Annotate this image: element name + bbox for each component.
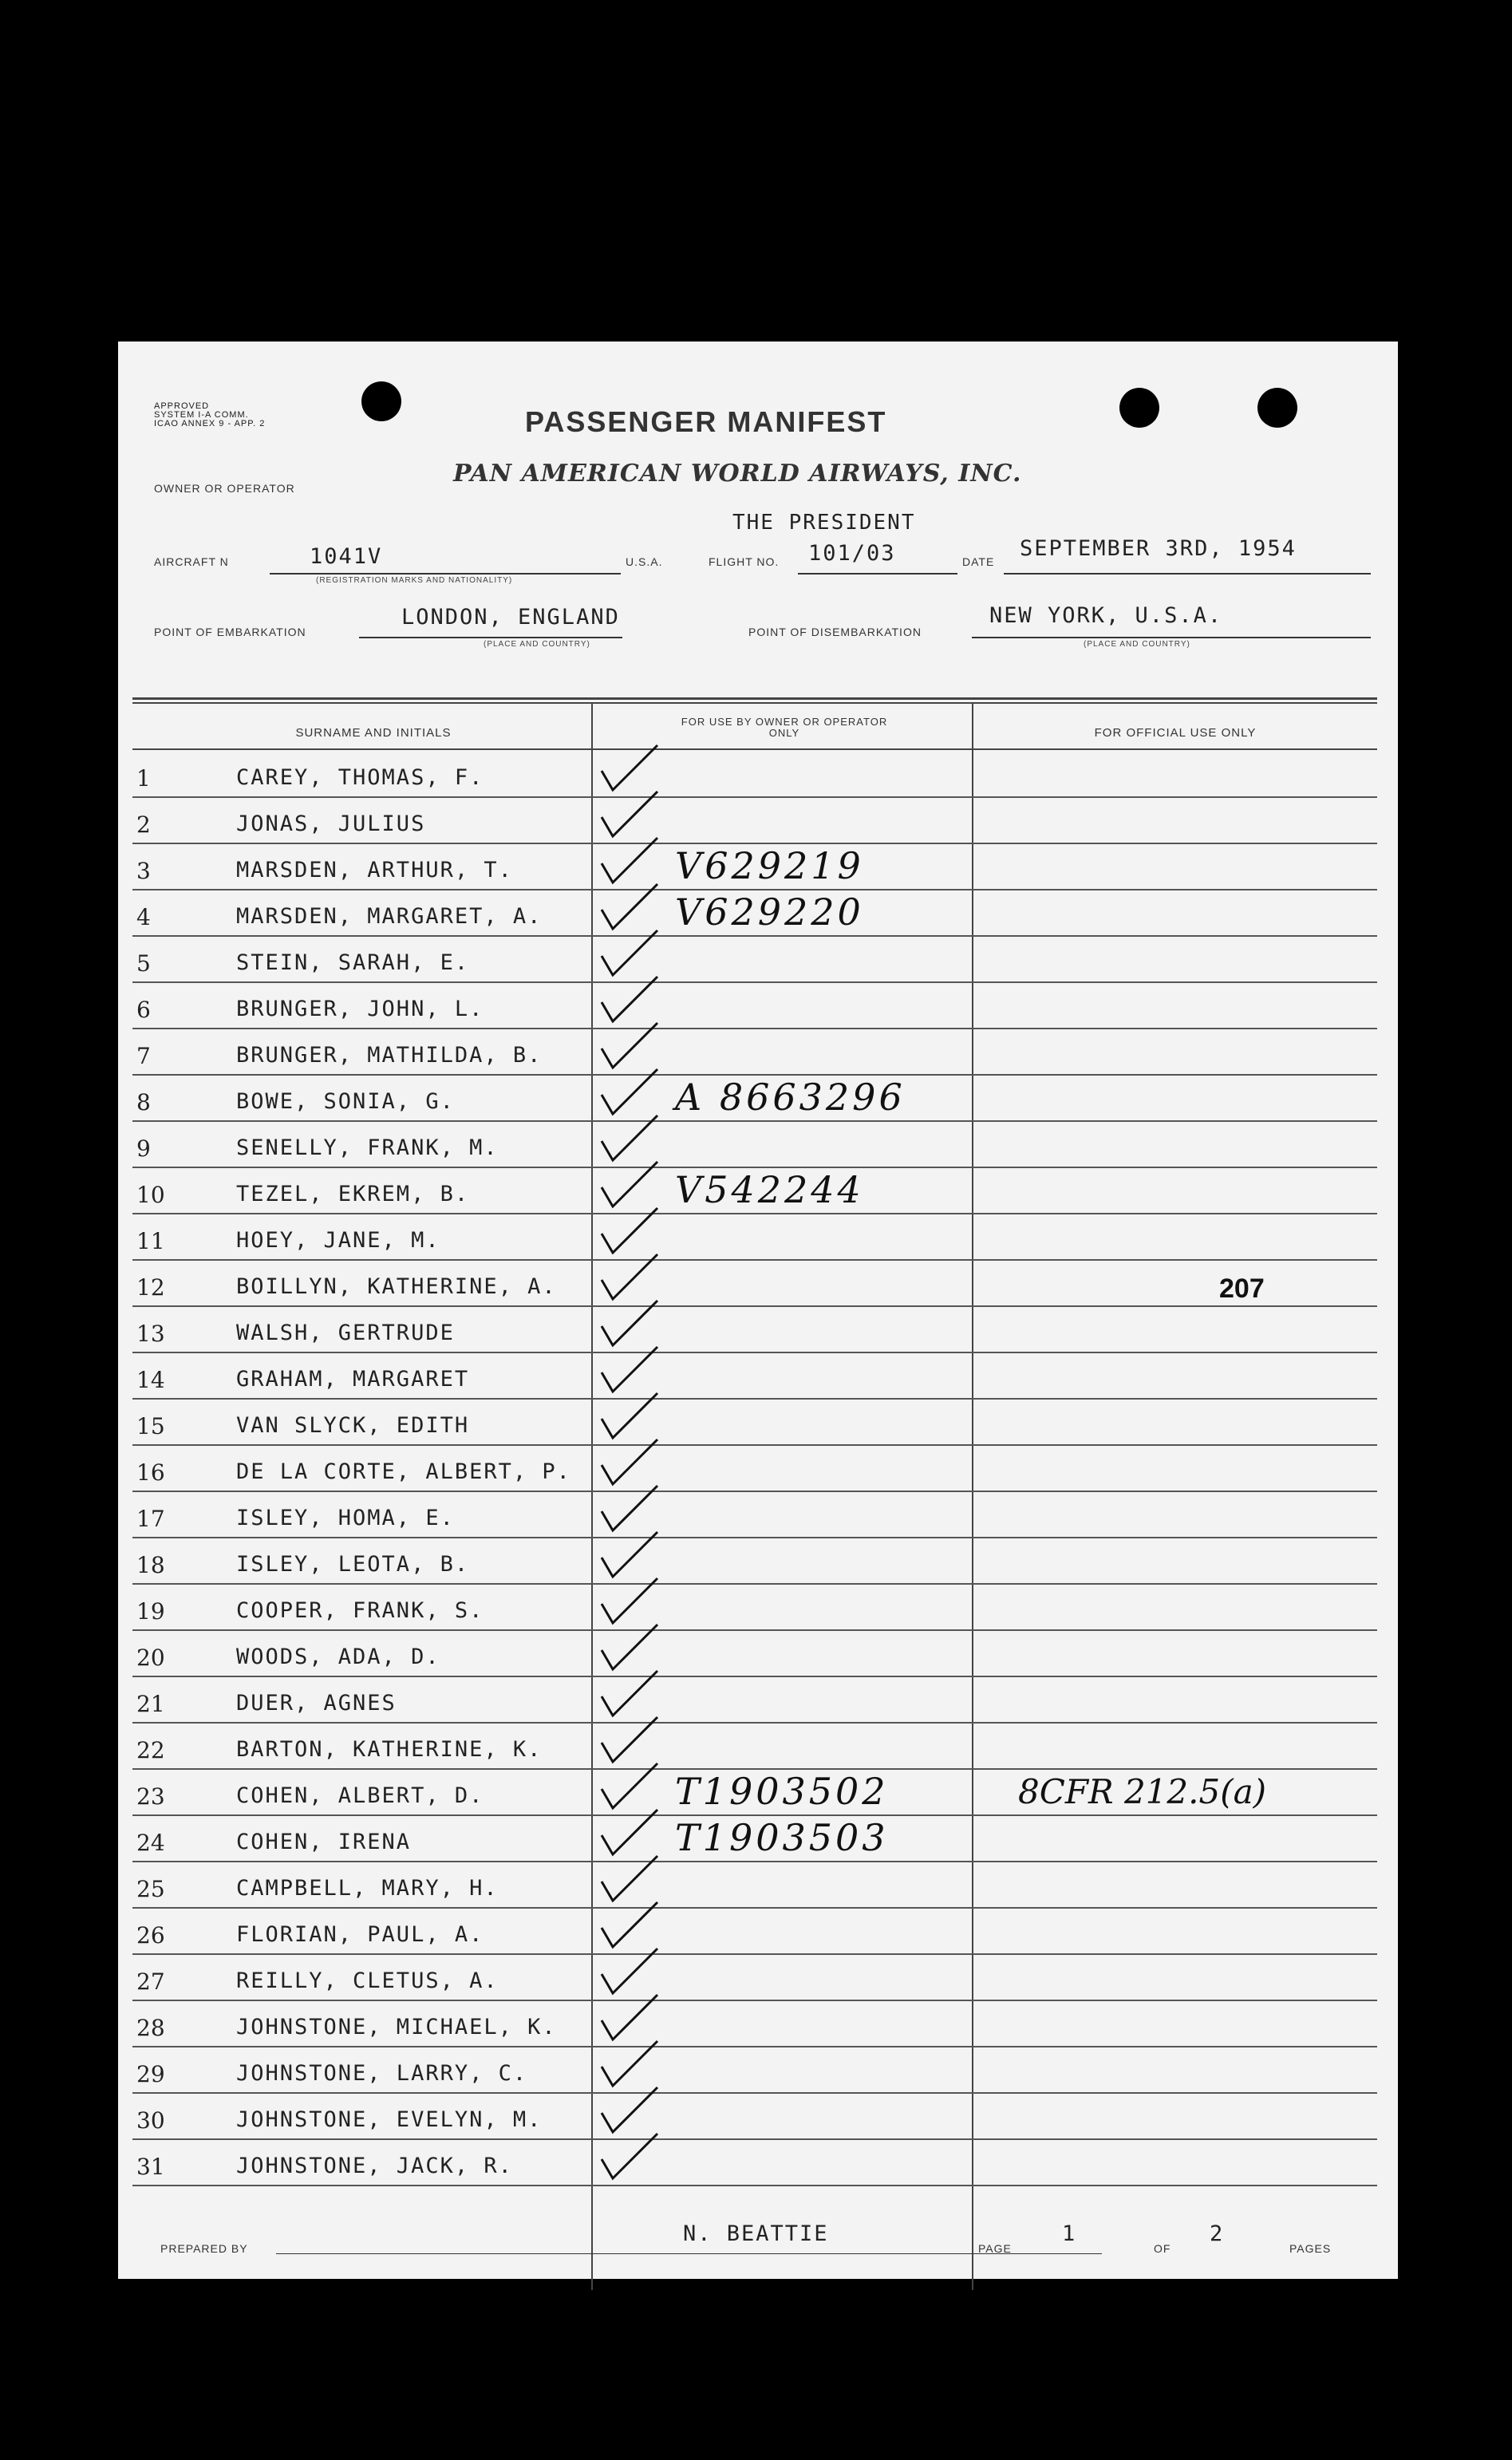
passenger-name: BARTON, KATHERINE, K. xyxy=(236,1737,543,1762)
disembarkation-caption: (PLACE AND COUNTRY) xyxy=(1084,640,1190,649)
list-item xyxy=(132,1953,1377,2001)
passenger-name: HOEY, JANE, M. xyxy=(236,1228,440,1253)
punch-hole xyxy=(1119,388,1159,428)
embarkation-line xyxy=(359,637,622,638)
list-item xyxy=(132,1491,1377,1538)
row-number: 13 xyxy=(136,1321,165,1347)
passenger-name: COHEN, ALBERT, D. xyxy=(236,1783,484,1808)
row-number: 20 xyxy=(136,1645,165,1671)
row-number: 28 xyxy=(136,2015,165,2041)
passenger-name: REILLY, CLETUS, A. xyxy=(236,1968,499,1993)
row-number: 17 xyxy=(136,1506,165,1532)
row-number: 26 xyxy=(136,1922,165,1949)
list-item xyxy=(132,1861,1377,1909)
row-number: 4 xyxy=(136,904,151,930)
row-number: 31 xyxy=(136,2154,165,2180)
list-item xyxy=(132,2046,1377,2094)
passenger-name: CAREY, THOMAS, F. xyxy=(236,765,484,790)
prepared-label: PREPARED BY xyxy=(160,2242,248,2255)
row-number: 29 xyxy=(136,2061,165,2087)
passport-number: V629219 xyxy=(675,844,864,887)
total-pages: 2 xyxy=(1210,2221,1225,2246)
list-item xyxy=(132,1259,1377,1307)
passport-number: V629220 xyxy=(675,890,864,934)
list-item xyxy=(132,796,1377,844)
list-item xyxy=(132,2138,1377,2186)
surname-header: SURNAME AND INITIALS xyxy=(295,726,452,740)
passenger-name: MARSDEN, ARTHUR, T. xyxy=(236,858,513,883)
list-item xyxy=(132,1444,1377,1492)
table-top-rule xyxy=(132,697,1377,700)
passenger-name: COHEN, IRENA xyxy=(236,1830,412,1854)
row-number: 24 xyxy=(136,1830,165,1856)
page-label: PAGE xyxy=(978,2242,1012,2255)
passenger-name: JOHNSTONE, LARRY, C. xyxy=(236,2061,528,2086)
list-item xyxy=(132,1305,1377,1353)
row-number: 30 xyxy=(136,2107,165,2134)
passenger-name: GRAHAM, MARGARET xyxy=(236,1367,470,1392)
passenger-name: VAN SLYCK, EDITH xyxy=(236,1413,470,1438)
operator-header: FOR USE BY OWNER OR OPERATOR ONLY xyxy=(681,716,888,739)
passenger-name: COOPER, FRANK, S. xyxy=(236,1598,484,1623)
pages-label: PAGES xyxy=(1289,2242,1332,2255)
passport-number: V542244 xyxy=(675,1168,864,1211)
row-number: 2 xyxy=(136,811,151,838)
passenger-name: ISLEY, HOMA, E. xyxy=(236,1506,455,1530)
row-number: 16 xyxy=(136,1459,165,1486)
disembarkation-label: POINT OF DISEMBARKATION xyxy=(748,626,922,638)
page-title: PASSENGER MANIFEST xyxy=(525,405,887,438)
page-number: 1 xyxy=(1062,2221,1077,2246)
row-number: 6 xyxy=(136,997,151,1023)
row-number: 8 xyxy=(136,1089,151,1115)
row-number: 7 xyxy=(136,1043,151,1069)
list-item xyxy=(132,1583,1377,1631)
passport-number: A 8663296 xyxy=(675,1076,906,1119)
manifest-sheet xyxy=(118,342,1398,2279)
passenger-name: MARSDEN, MARGARET, A. xyxy=(236,904,543,929)
flight-name: THE PRESIDENT xyxy=(732,511,916,535)
row-number: 9 xyxy=(136,1135,151,1162)
row-number: 1 xyxy=(136,765,151,792)
list-item xyxy=(132,750,1377,798)
list-item xyxy=(132,1352,1377,1400)
aircraft-line xyxy=(270,573,621,575)
embarkation-place: LONDON, ENGLAND xyxy=(401,605,620,630)
row-number: 14 xyxy=(136,1367,165,1393)
passenger-name: JOHNSTONE, EVELYN, M. xyxy=(236,2107,543,2132)
row-number: 3 xyxy=(136,858,151,884)
registration-caption: (REGISTRATION MARKS AND NATIONALITY) xyxy=(316,576,513,585)
list-item xyxy=(132,843,1377,890)
approval-line: ICAO ANNEX 9 - APP. 2 xyxy=(154,419,266,428)
list-item xyxy=(132,1167,1377,1214)
flight-line xyxy=(798,573,957,575)
flight-number: 101/03 xyxy=(808,541,896,566)
list-item xyxy=(132,1120,1377,1168)
flight-label: FLIGHT NO. xyxy=(709,555,780,568)
row-number: 15 xyxy=(136,1413,165,1439)
list-item xyxy=(132,935,1377,983)
passenger-name: WALSH, GERTRUDE xyxy=(236,1321,455,1345)
row-number: 23 xyxy=(136,1783,165,1810)
table-top-rule xyxy=(132,702,1377,704)
passenger-name: TEZEL, EKREM, B. xyxy=(236,1182,470,1206)
punch-hole xyxy=(1257,388,1297,428)
list-item xyxy=(132,981,1377,1029)
list-item xyxy=(132,1074,1377,1122)
passenger-name: STEIN, SARAH, E. xyxy=(236,950,470,975)
of-label: OF xyxy=(1154,2242,1171,2255)
list-item xyxy=(132,1814,1377,1862)
date-label: DATE xyxy=(962,555,995,568)
disembarkation-place: NEW YORK, U.S.A. xyxy=(989,603,1223,628)
official-note: 8CFR 212.5(a) xyxy=(1018,1772,1267,1811)
passenger-name: JOHNSTONE, JACK, R. xyxy=(236,2154,513,2178)
passenger-name: WOODS, ADA, D. xyxy=(236,1645,440,1669)
passport-number: T1903502 xyxy=(675,1770,889,1813)
passenger-name: BRUNGER, MATHILDA, B. xyxy=(236,1043,543,1068)
row-number: 11 xyxy=(136,1228,165,1254)
list-item xyxy=(132,1722,1377,1770)
row-number: 21 xyxy=(136,1691,165,1717)
list-item xyxy=(132,2000,1377,2047)
list-item xyxy=(132,1213,1377,1261)
official-header: FOR OFFICIAL USE ONLY xyxy=(1094,726,1257,740)
list-item xyxy=(132,2092,1377,2140)
manifest-footer xyxy=(132,2218,1377,2266)
passenger-name: BRUNGER, JOHN, L. xyxy=(236,997,484,1021)
row-number: 19 xyxy=(136,1598,165,1625)
passenger-name: SENELLY, FRANK, M. xyxy=(236,1135,499,1160)
list-item xyxy=(132,1768,1377,1816)
passenger-name: JOHNSTONE, MICHAEL, K. xyxy=(236,2015,557,2039)
approval-line: SYSTEM I-A COMM. xyxy=(154,410,249,420)
row-number: 12 xyxy=(136,1274,165,1301)
flight-date: SEPTEMBER 3RD, 1954 xyxy=(1020,536,1297,561)
list-item xyxy=(132,1629,1377,1677)
row-number: 5 xyxy=(136,950,151,977)
check-mark-icon xyxy=(595,2129,667,2185)
nationality: U.S.A. xyxy=(626,555,663,568)
passenger-name: BOWE, SONIA, G. xyxy=(236,1089,455,1114)
row-number: 18 xyxy=(136,1552,165,1578)
approval-line: APPROVED xyxy=(154,401,210,411)
passenger-name: JONAS, JULIUS xyxy=(236,811,426,836)
passport-number: T1903503 xyxy=(675,1816,889,1859)
list-item xyxy=(132,1676,1377,1724)
disembarkation-line xyxy=(972,637,1371,638)
row-number: 27 xyxy=(136,1968,165,1995)
embarkation-caption: (PLACE AND COUNTRY) xyxy=(484,640,590,649)
list-item xyxy=(132,1537,1377,1585)
aircraft-number: 1041V xyxy=(310,544,383,569)
owner-label: OWNER OR OPERATOR xyxy=(154,482,295,495)
punch-hole xyxy=(361,381,401,421)
list-item xyxy=(132,1028,1377,1076)
date-line xyxy=(1004,573,1371,575)
passenger-name: FLORIAN, PAUL, A. xyxy=(236,1922,484,1947)
passenger-name: CAMPBELL, MARY, H. xyxy=(236,1876,499,1901)
row-number: 25 xyxy=(136,1876,165,1902)
company-name: PAN AMERICAN WORLD AIRWAYS, INC. xyxy=(453,460,1022,488)
list-item xyxy=(132,889,1377,937)
row-number: 10 xyxy=(136,1182,165,1208)
embarkation-label: POINT OF EMBARKATION xyxy=(154,626,306,638)
passenger-name: DUER, AGNES xyxy=(236,1691,397,1716)
passenger-name: DE LA CORTE, ALBERT, P. xyxy=(236,1459,571,1484)
list-item xyxy=(132,1907,1377,1955)
list-item xyxy=(132,1398,1377,1446)
passenger-name: ISLEY, LEOTA, B. xyxy=(236,1552,470,1577)
aircraft-label: AIRCRAFT N xyxy=(154,555,229,568)
official-stamp-number: 207 xyxy=(1219,1273,1265,1304)
approval-note xyxy=(154,402,265,428)
prepared-by: N. BEATTIE xyxy=(683,2221,829,2246)
row-number: 22 xyxy=(136,1737,165,1763)
passenger-name: BOILLYN, KATHERINE, A. xyxy=(236,1274,557,1299)
